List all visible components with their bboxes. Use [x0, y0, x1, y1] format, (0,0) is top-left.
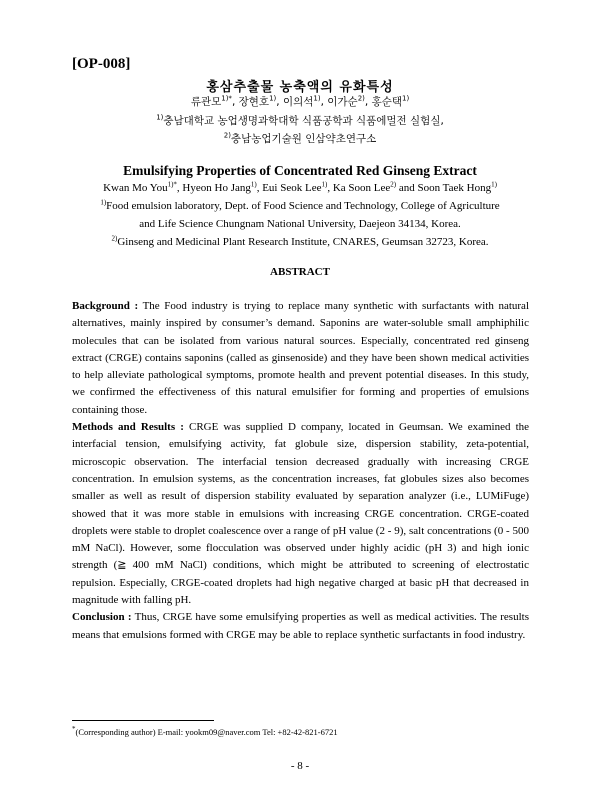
- korean-author: 이가순: [327, 96, 358, 108]
- korean-authors: 류관모$^{1)*}$, 장현호$^{1)}$, 이의석$^{1)}$, 이가순$^{2)}$, 홍순택$^{1)}$: [190, 94, 410, 108]
- background-label: Background :: [72, 300, 139, 312]
- english-author: Soon Taek Hong: [417, 182, 492, 194]
- session-code: [OP-008]: [72, 56, 131, 72]
- footnote: *(Corresponding author) E-mail: yookm09@naver.com Tel: +82-42-821-6721: [72, 725, 338, 737]
- korean-affiliation-1: $^{1)}$충남대학교 농업생명과학대학 식품공학과 식품에멀전 실험실,: [156, 113, 444, 127]
- background-paragraph: Background : The Food industry is trying to replace many synthetic with surfactants with natural alternatives, mainly inspired by consumer’s demand. Saponins are water-soluble small amphiphilic molecules that can be isolated from various natural sources. Especially, concentrated red ginseng extract (CRGE) contains saponins (called as ginsenoside) and they have been shown medical activities to help alleviate pathological symptoms, promote health and prevent potential diseases. In this study, we confirmed the effectiveness of this natural emulsifier for forming and properties of emulsions containing those.: [72, 300, 529, 416]
- english-title: Emulsifying Properties of Concentrated Red Ginseng Extract: [123, 163, 477, 178]
- korean-author: 이의석: [282, 96, 314, 108]
- english-author: Ka Soon Lee: [332, 182, 391, 194]
- page-number: - 8 -: [290, 760, 310, 772]
- abstract-body: [72, 298, 529, 644]
- english-affiliation-1: $^{1)}$Food emulsion laboratory, Dept. of Food Science and Technology, College of Agriculture: [100, 198, 500, 212]
- methods-paragraph: Methods and Results : CRGE was supplied D company, located in Geumsan. We examined the interfacial tension, emulsifying activity, fat globule size, dispersion stability, zeta-potential, microscopic observation. The interfacial tension decreased gradually with increasing CRGE concentration. In emulsion systems, as the concentration increases, fat globules sizes also becomes smaller as well as result of dispersion stability evaluated by separation analyzer (i.e., LUMiFuge) showed that it was more stable in emulsions with increasing CRGE concentration. CRGE-coated droplets were stable to droplet coalescence over a range of pH value (2 - 9), salt concentrations (0 - 500 mM NaCl). However, some flocculation was observed under highly acidic (pH 3) and high ionic strength (≧ 400 mM NaCl) conditions, which might be attributed to screening of electrostatic repulsion. Especially, CRGE-coated droplets had high negative charged at basic pH that decreased in magnitude with falling pH.: [72, 421, 530, 607]
- conclusion-label: Conclusion :: [72, 611, 132, 624]
- korean-affiliation-2: $^{2)}$충남농업기술원 인삼약초연구소: [223, 131, 377, 145]
- english-affiliation-2: $^{2)}$Ginseng and Medicinal Plant Research Institute, CNARES, Geumsan 32723, Korea.: [111, 234, 489, 248]
- english-author: Hyeon Ho Jang: [182, 182, 251, 194]
- english-author: Kwan Mo You: [103, 182, 168, 194]
- english-authors: Kwan Mo You$^{1)*}$, Hyeon Ho Jang$^{1)}$, Eui Seok Lee$^{1)}$, Ka Soon Lee$^{2)}$ and Soon Taek Hong$^{1)}$: [103, 180, 497, 194]
- methods-label: Methods and Results :: [72, 421, 184, 434]
- korean-author: 장현호: [238, 96, 270, 108]
- korean-author: 류관모: [190, 96, 222, 108]
- korean-author: 홍순택: [371, 96, 402, 108]
- footnote-rule: [72, 720, 214, 721]
- abstract-heading: ABSTRACT: [270, 266, 330, 278]
- korean-title: 홍삼추출물 농축액의 유화특성: [206, 80, 394, 95]
- english-affiliation-1-cont: and Life Science Chungnam National University, Daejeon 34134, Korea.: [139, 218, 461, 230]
- conclusion-paragraph: Conclusion : Thus, CRGE have some emulsifying properties as well as medical activities. The results means that emulsions formed with CRGE may be able to replace synthetic surfactants in food industry.: [72, 611, 529, 641]
- english-author: Eui Seok Lee: [262, 182, 322, 194]
